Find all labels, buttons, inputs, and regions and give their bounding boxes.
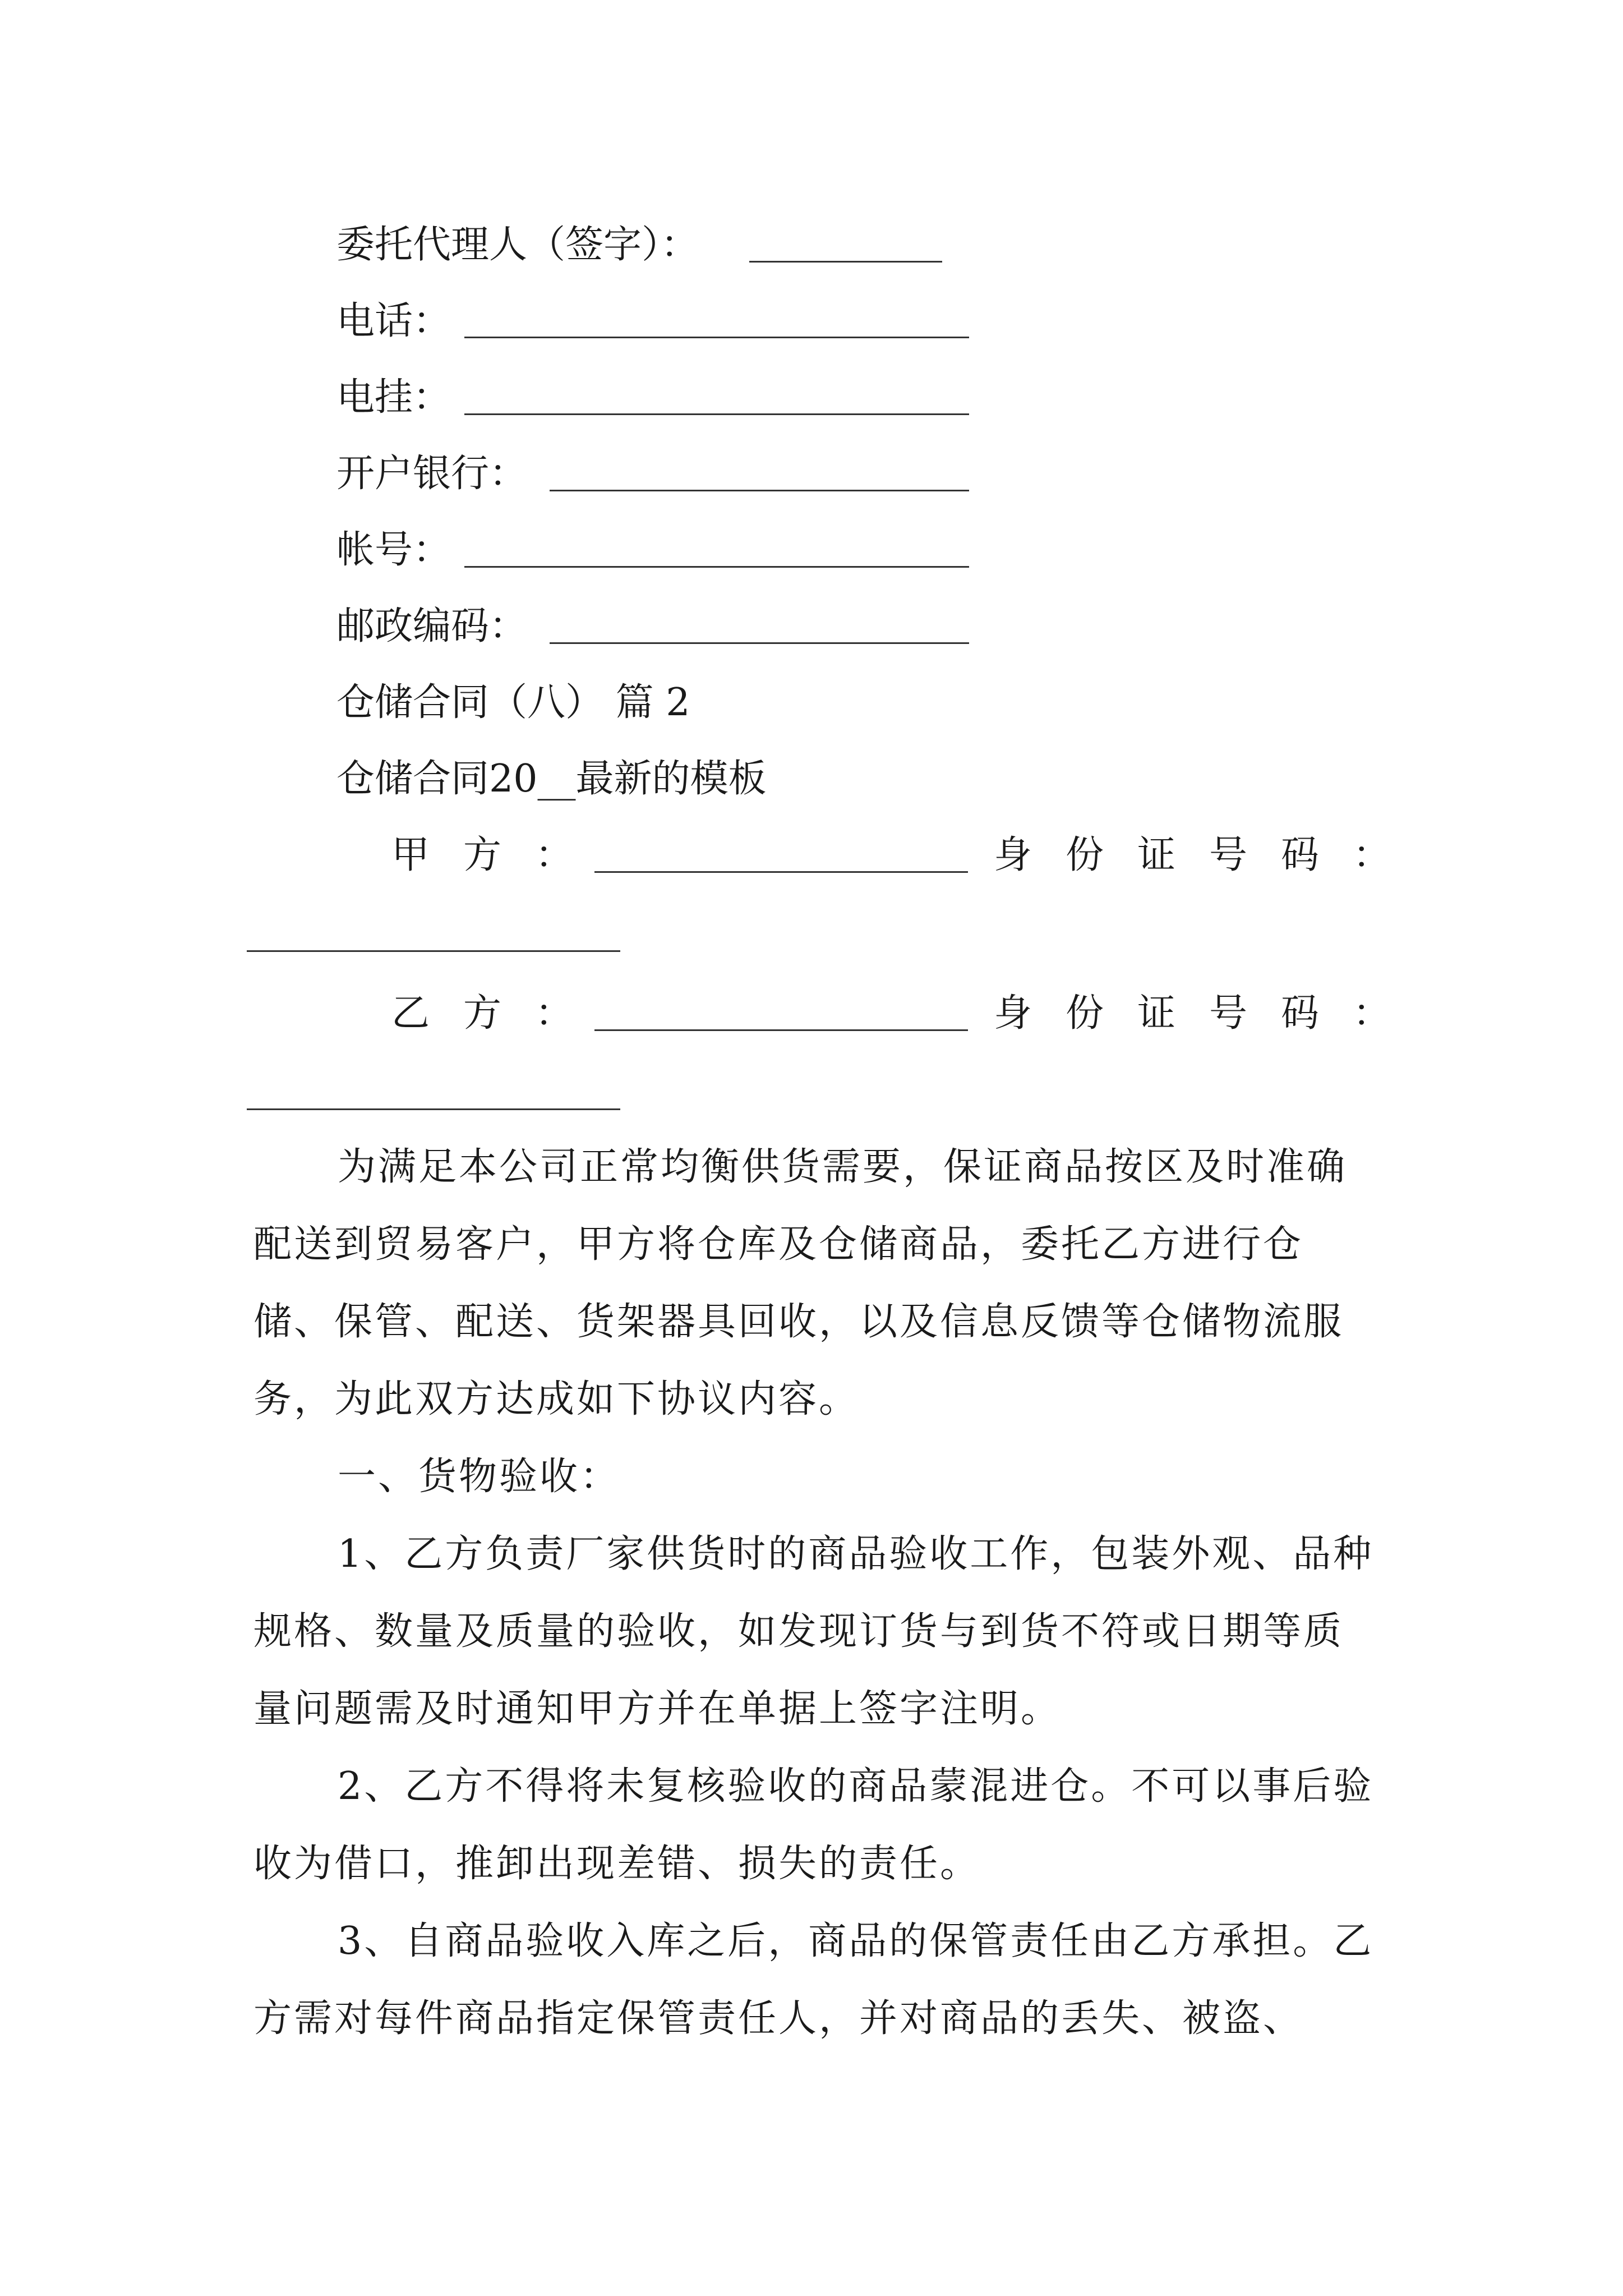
bank-blank — [550, 490, 969, 491]
phone-blank — [464, 337, 969, 338]
intro-paragraph: 为满足本公司正常均衡供货需要，保证商品按区及时准确配送到贸易客户，甲方将仓库及仓储商品，委托乙方进行仓储、保管、配送、货架器具回收，以及信息反馈等仓储物流服务，为此双方达成如下协议内容。 — [253, 1145, 1348, 1421]
party-a-name-blank — [594, 871, 968, 873]
clause-2: 2、乙方不得将未复核验收的商品蒙混进仓。不可以事后验收为借口，推卸出现差错、损失的责任。 — [253, 1764, 1374, 1886]
party-b-label: 乙方： — [391, 991, 607, 1036]
fax-blank — [464, 413, 969, 415]
party-a-id-label: 身份证号码： — [994, 833, 1425, 877]
document-title: 仓储合同20__最新的模板 — [336, 757, 767, 801]
agent-blank — [749, 261, 942, 263]
party-a-label: 甲方： — [391, 833, 607, 877]
clause-1: 1、乙方负责厂家供货时的商品验收工作，包装外观、品种规格、数量及质量的验收，如发现订货与到货不符或日期等质量问题需及时通知甲方并在单据上签字注明。 — [253, 1532, 1374, 1731]
contract-body — [253, 1129, 1381, 2058]
party-b-id-blank — [247, 1108, 620, 1110]
postcode-blank — [550, 642, 969, 644]
agent-label: 委托代理人（签字）： — [336, 223, 699, 267]
account-blank — [464, 566, 969, 568]
clause-3: 3、自商品验收入库之后，商品的保管责任由乙方承担。乙方需对每件商品指定保管责任人，并对商品的丢失、被盗、 — [253, 1919, 1374, 2041]
postcode-label: 邮政编码： — [336, 604, 528, 648]
account-label: 帐号： — [336, 528, 451, 572]
fax-label: 电挂： — [336, 375, 451, 420]
section-heading: 一、货物验收： — [338, 1455, 621, 1499]
bank-label: 开户银行： — [336, 452, 528, 496]
party-a-id-blank — [247, 950, 620, 952]
party-b-id-label: 身份证号码： — [994, 991, 1425, 1036]
phone-label: 电话： — [336, 299, 451, 343]
section-title: 仓储合同（八） 篇 2 — [336, 680, 690, 725]
party-b-name-blank — [594, 1029, 968, 1031]
